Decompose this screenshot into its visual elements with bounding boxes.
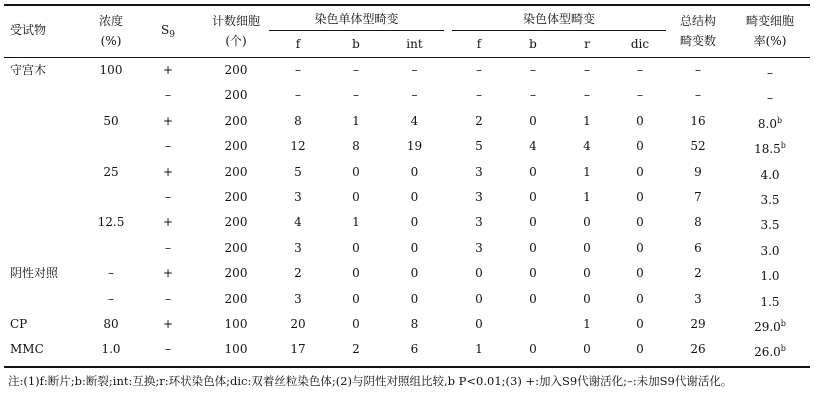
row-3-s9: – <box>165 139 171 153</box>
top-rule <box>4 4 810 6</box>
header-total: 总结构 <box>679 14 716 28</box>
row-6-concentration: 12.5 <box>97 215 125 229</box>
rate-value: 18.5 <box>754 142 781 156</box>
row-6-cf: 4 <box>294 215 302 229</box>
row-9-sf: 0 <box>475 292 483 306</box>
row-0-total: – <box>695 63 701 77</box>
header-substance: 受试物 <box>10 23 47 37</box>
row-11-s9: – <box>165 342 171 356</box>
row-4-total: 9 <box>694 165 702 179</box>
row-1-sf: – <box>476 88 482 102</box>
row-9-cf: 3 <box>294 292 302 306</box>
row-9-concentration: – <box>108 292 114 306</box>
rate-value: 29.0 <box>754 320 781 334</box>
row-8-s9: + <box>162 266 174 280</box>
header-rate: 畸变细胞 <box>745 14 794 28</box>
row-0-cint: – <box>411 63 418 77</box>
row-7-total: 6 <box>694 241 702 255</box>
row-10-sdic: 0 <box>636 317 644 331</box>
row-5-cb: 0 <box>352 190 360 204</box>
row-8-concentration: – <box>108 266 114 280</box>
header-total-2: 畸变数 <box>679 34 716 48</box>
row-6-rate <box>732 214 808 233</box>
row-10-total: 29 <box>690 317 706 331</box>
row-2-cint: 4 <box>410 114 419 128</box>
row-6-total: 8 <box>694 215 702 229</box>
row-6-cb: 1 <box>352 215 360 229</box>
header-concentration: 浓度 <box>98 14 123 28</box>
row-1-s9: – <box>165 88 171 102</box>
rate-value: 3.0 <box>760 244 780 258</box>
row-8-sb: 0 <box>529 266 537 280</box>
row-9-count: 200 <box>224 292 248 306</box>
row-8-cf: 2 <box>294 266 302 280</box>
row-11-sr: 0 <box>583 342 591 356</box>
row-11-sf: 1 <box>475 342 483 356</box>
row-0-substance: 守宫木 <box>10 63 47 77</box>
row-8-total: 2 <box>694 266 702 280</box>
row-4-sf: 3 <box>475 165 483 179</box>
row-4-s9: + <box>162 165 174 179</box>
row-5-count: 200 <box>224 190 248 204</box>
row-4-sdic: 0 <box>636 165 644 179</box>
row-7-cf: 3 <box>294 241 302 255</box>
row-5-sdic: 0 <box>636 190 644 204</box>
row-6-sf: 3 <box>475 215 483 229</box>
row-4-rate <box>732 164 808 183</box>
row-3-rate <box>732 138 808 157</box>
chromosome-group-underline <box>452 30 666 31</box>
row-11-count: 100 <box>224 342 248 356</box>
rate-value: 1.5 <box>760 295 780 309</box>
row-1-total: – <box>695 88 701 102</box>
row-5-cint: 0 <box>410 190 419 204</box>
header-count: 计数细胞 <box>211 14 260 28</box>
row-0-sr: – <box>584 63 590 77</box>
row-4-sr: 1 <box>583 165 591 179</box>
row-10-cb: 0 <box>352 317 360 331</box>
row-1-sb: – <box>530 88 536 102</box>
row-10-s9: + <box>162 317 174 331</box>
rate-value: 8.0 <box>757 117 777 131</box>
row-2-rate <box>732 113 808 132</box>
row-7-count: 200 <box>224 241 248 255</box>
row-2-cb: 1 <box>352 114 360 128</box>
row-3-sb: 4 <box>529 139 537 153</box>
row-0-sf: – <box>476 63 482 77</box>
row-10-substance: CP <box>10 317 28 331</box>
row-10-cint: 8 <box>410 317 419 331</box>
row-0-sb: – <box>530 63 536 77</box>
row-5-sr: 1 <box>583 190 591 204</box>
rate-value: 3.5 <box>760 218 780 232</box>
row-3-cf: 12 <box>290 139 306 153</box>
row-6-cint: 0 <box>410 215 419 229</box>
row-1-sdic: – <box>637 88 643 102</box>
significance-mark: b <box>780 319 786 328</box>
row-7-sdic: 0 <box>636 241 644 255</box>
header-chromosome-1: b <box>529 37 537 51</box>
row-2-sb: 0 <box>529 114 537 128</box>
header-chromosome-group: 染色体型畸变 <box>522 12 595 26</box>
row-6-sr: 0 <box>583 215 591 229</box>
row-10-count: 100 <box>224 317 248 331</box>
row-8-cb: 0 <box>352 266 360 280</box>
row-9-sdic: 0 <box>636 292 644 306</box>
significance-mark: b <box>780 344 786 353</box>
row-9-rate <box>732 291 808 310</box>
row-7-cb: 0 <box>352 241 360 255</box>
row-3-sf: 5 <box>475 139 483 153</box>
row-11-sb: 0 <box>529 342 537 356</box>
header-rate-2: 率(%) <box>753 34 787 48</box>
row-0-sdic: – <box>637 63 643 77</box>
row-3-sdic: 0 <box>636 139 644 153</box>
row-11-total: 26 <box>690 342 706 356</box>
row-1-count: 200 <box>224 88 248 102</box>
row-8-rate <box>732 265 808 284</box>
row-0-cf: – <box>295 63 301 77</box>
row-2-s9: + <box>162 114 174 128</box>
row-3-sr: 4 <box>583 139 591 153</box>
row-10-sf: 0 <box>475 317 483 331</box>
header-chromatid-group: 染色单体型畸变 <box>314 12 399 26</box>
row-9-cb: 0 <box>352 292 360 306</box>
row-7-s9: – <box>165 241 171 255</box>
row-1-sr: – <box>584 88 590 102</box>
row-11-substance: MMC <box>10 342 44 356</box>
row-7-sr: 0 <box>583 241 591 255</box>
header-s9: $S_9$ <box>161 23 175 40</box>
row-7-cint: 0 <box>410 241 419 255</box>
row-5-sf: 3 <box>475 190 483 204</box>
row-5-cf: 3 <box>294 190 302 204</box>
row-10-sr: 1 <box>583 317 591 331</box>
row-2-total: 16 <box>690 114 706 128</box>
row-8-sf: 0 <box>475 266 483 280</box>
row-9-sb: 0 <box>529 292 537 306</box>
row-4-cf: 5 <box>294 165 302 179</box>
row-3-count: 200 <box>224 139 248 153</box>
row-3-cb: 8 <box>352 139 360 153</box>
row-6-sdic: 0 <box>636 215 644 229</box>
row-8-sdic: 0 <box>636 266 644 280</box>
row-6-sb: 0 <box>529 215 537 229</box>
row-0-count: 200 <box>224 63 248 77</box>
row-8-sr: 0 <box>583 266 591 280</box>
row-4-concentration: 25 <box>103 165 119 179</box>
row-0-cb: – <box>353 63 359 77</box>
row-4-count: 200 <box>224 165 248 179</box>
row-0-rate <box>732 62 808 81</box>
header-count-unit: (个) <box>225 34 247 48</box>
row-7-rate <box>732 240 808 259</box>
row-4-cb: 0 <box>352 165 360 179</box>
header-rule <box>4 57 810 58</box>
header-chromatid-2: int <box>406 37 423 51</box>
row-1-cb: – <box>353 88 359 102</box>
row-11-cb: 2 <box>352 342 360 356</box>
row-2-concentration: 50 <box>103 114 119 128</box>
row-11-concentration: 1.0 <box>101 342 121 356</box>
row-7-sb: 0 <box>529 241 537 255</box>
row-11-cint: 6 <box>410 342 419 356</box>
row-4-cint: 0 <box>410 165 419 179</box>
row-1-rate <box>732 87 808 106</box>
row-1-cf: – <box>295 88 301 102</box>
significance-mark: b <box>776 116 783 125</box>
rate-value: 1.0 <box>760 269 780 283</box>
row-0-s9: + <box>162 63 174 77</box>
header-concentration-unit: (%) <box>100 34 122 48</box>
row-3-total: 52 <box>690 139 706 153</box>
row-5-total: 7 <box>694 190 702 204</box>
row-11-cf: 17 <box>290 342 306 356</box>
row-10-concentration: 80 <box>103 317 119 331</box>
row-11-sdic: 0 <box>636 342 644 356</box>
row-1-cint: – <box>411 88 418 102</box>
bottom-rule <box>4 366 810 368</box>
row-2-sf: 2 <box>475 114 483 128</box>
row-4-sb: 0 <box>529 165 537 179</box>
row-7-sf: 3 <box>475 241 483 255</box>
row-2-cf: 8 <box>294 114 302 128</box>
row-2-count: 200 <box>224 114 248 128</box>
row-9-cint: 0 <box>410 292 419 306</box>
header-chromosome-0: f <box>476 37 482 51</box>
header-chromatid-0: f <box>295 37 301 51</box>
row-8-cint: 0 <box>410 266 419 280</box>
row-6-count: 200 <box>224 215 248 229</box>
row-8-count: 200 <box>224 266 248 280</box>
header-chromosome-3: dic <box>630 37 650 51</box>
row-11-rate <box>732 341 808 360</box>
row-8-substance: 阴性对照 <box>10 266 59 280</box>
row-2-sr: 1 <box>583 114 591 128</box>
row-9-sr: 0 <box>583 292 591 306</box>
row-5-sb: 0 <box>529 190 537 204</box>
rate-value: – <box>767 91 773 105</box>
row-6-s9: + <box>162 215 174 229</box>
header-chromatid-1: b <box>352 37 360 51</box>
row-10-rate <box>732 316 808 335</box>
row-9-total: 3 <box>694 292 702 306</box>
row-0-concentration: 100 <box>99 63 123 77</box>
rate-value: 4.0 <box>760 168 780 182</box>
rate-value: 26.0 <box>754 345 781 359</box>
row-3-cint: 19 <box>406 139 423 153</box>
rate-value: – <box>767 66 773 80</box>
row-5-rate <box>732 189 808 208</box>
header-chromosome-2: r <box>584 37 590 51</box>
row-9-s9: – <box>165 292 171 306</box>
rate-value: 3.5 <box>760 193 780 207</box>
row-2-sdic: 0 <box>636 114 644 128</box>
row-10-cf: 20 <box>290 317 306 331</box>
chromatid-group-underline <box>269 30 444 31</box>
significance-mark: b <box>780 141 786 150</box>
row-5-s9: – <box>165 190 171 204</box>
table-footnote: 注:(1)f:断片;b:断裂;int:互换;r:环状染色体;dic:双着丝粒染色体;(2)与阴性对照组比较,b P<0.01;(3) +:加入S9代谢活化;–:未加S9代谢活化。 <box>8 374 733 388</box>
